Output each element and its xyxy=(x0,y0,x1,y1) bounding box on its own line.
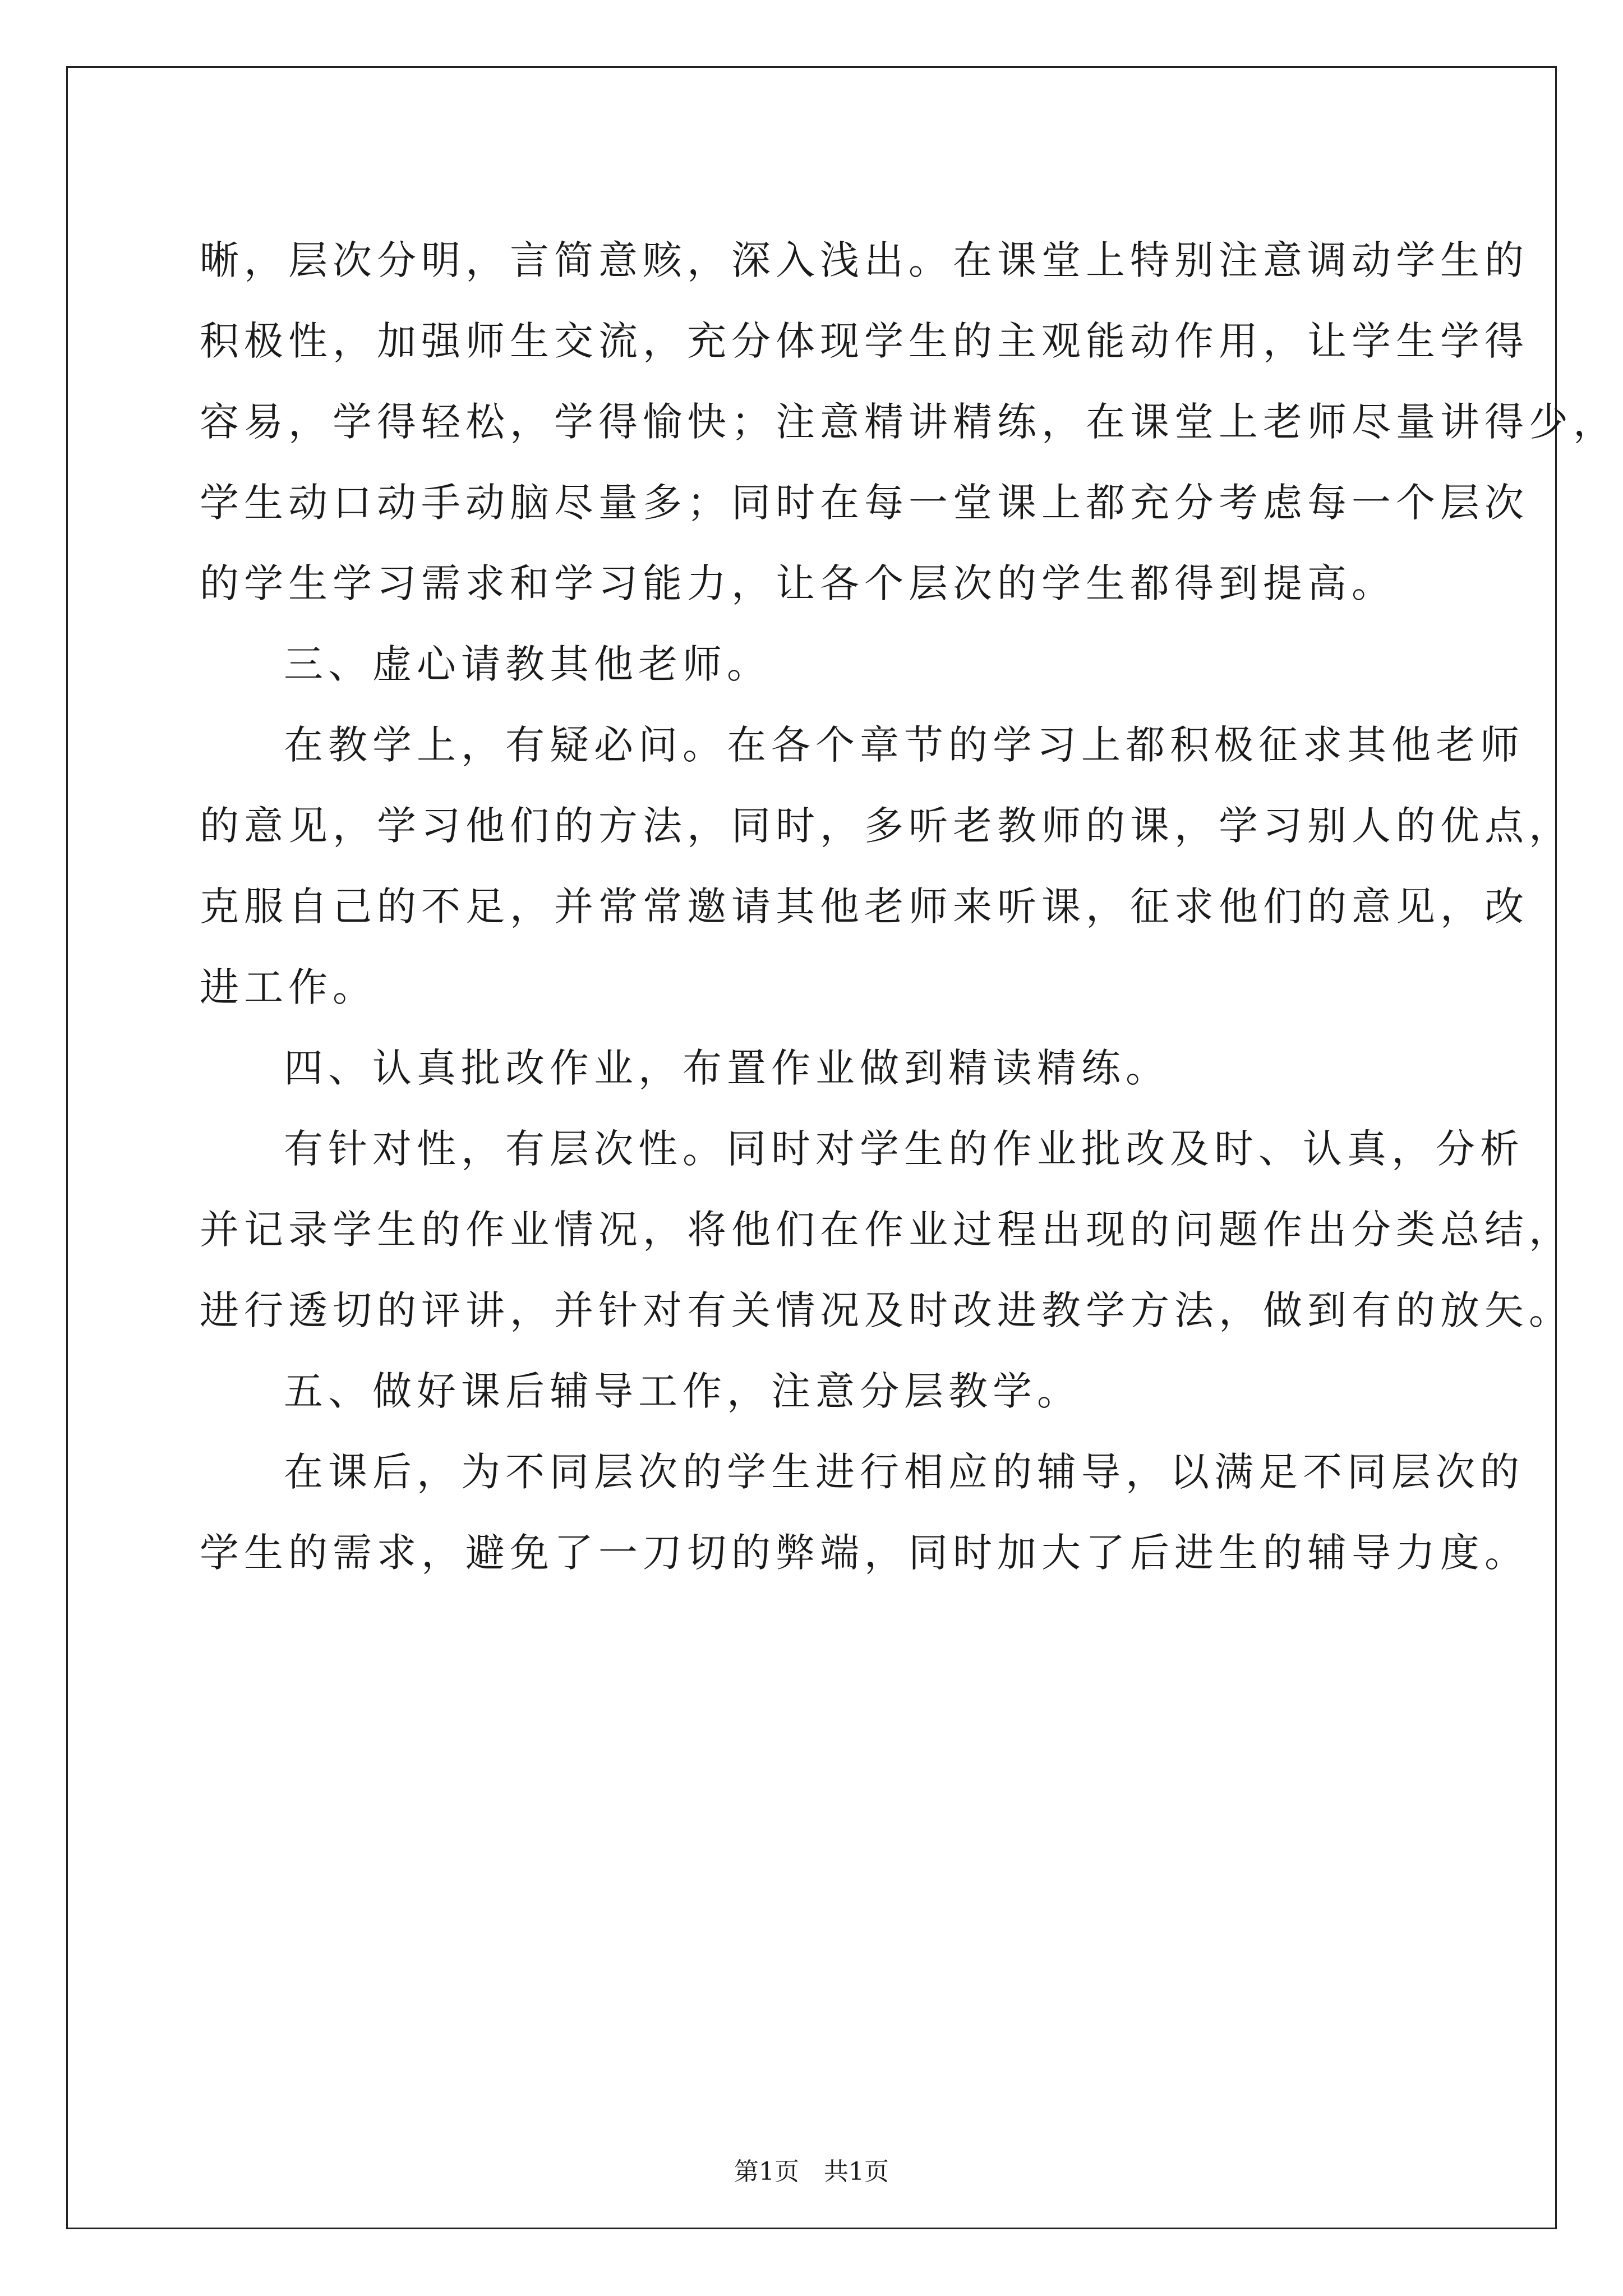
document-body xyxy=(200,220,1617,1593)
body-line: 进行透切的评讲，并针对有关情况及时改进教学方法，做到有的放矢。 xyxy=(200,1287,1573,1333)
page-number: 第1页 共1页 xyxy=(734,2157,889,2186)
body-line: 并记录学生的作业情况，将他们在作业过程出现的问题作出分类总结， xyxy=(200,1207,1573,1253)
body-line: 的意见，学习他们的方法，同时，多听老教师的课，学习别人的优点， xyxy=(200,803,1573,849)
body-line: 进工作。 xyxy=(200,964,377,1010)
body-line: 晰，层次分明，言简意赅，深入浅出。在课堂上特别注意调动学生的 xyxy=(200,237,1529,283)
section-heading: 四、认真批改作业，布置作业做到精读精练。 xyxy=(284,1045,1170,1091)
body-line: 有针对性，有层次性。同时对学生的作业批改及时、认真，分析 xyxy=(284,1126,1524,1172)
body-line: 的学生学习需求和学习能力，让各个层次的学生都得到提高。 xyxy=(200,560,1396,606)
body-line: 积极性，加强师生交流，充分体现学生的主观能动作用，让学生学得 xyxy=(200,318,1529,364)
body-line: 学生的需求，避免了一刀切的弊端，同时加大了后进生的辅导力度。 xyxy=(200,1530,1529,1576)
body-line: 学生动口动手动脑尽量多；同时在每一堂课上都充分考虑每一个层次 xyxy=(200,480,1529,526)
body-line: 在课后，为不同层次的学生进行相应的辅导，以满足不同层次的 xyxy=(284,1449,1524,1495)
body-line: 在教学上，有疑必问。在各个章节的学习上都积极征求其他老师 xyxy=(284,722,1524,768)
section-heading: 三、虚心请教其他老师。 xyxy=(284,641,771,687)
body-line: 克服自己的不足，并常常邀请其他老师来听课，征求他们的意见，改 xyxy=(200,884,1529,930)
body-line: 容易，学得轻松，学得愉快；注意精讲精练，在课堂上老师尽量讲得少， xyxy=(200,399,1617,445)
section-heading: 五、做好课后辅导工作，注意分层教学。 xyxy=(284,1368,1081,1414)
